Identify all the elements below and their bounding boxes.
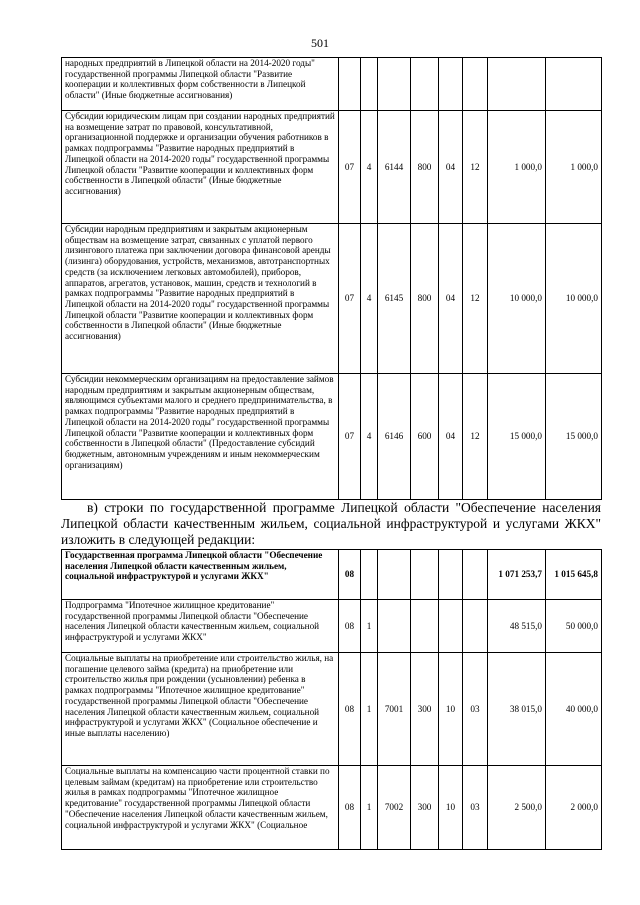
cell-amount-2 bbox=[546, 58, 602, 111]
cell-subprogram: 1 bbox=[361, 766, 378, 850]
cell-amount-2: 50 000,0 bbox=[546, 600, 602, 653]
cell-amount-2: 15 000,0 bbox=[546, 374, 602, 500]
cell-subsection bbox=[463, 550, 488, 600]
cell-ministry: 08 bbox=[339, 550, 361, 600]
cell-subprogram bbox=[361, 550, 378, 600]
row-name: Социальные выплаты на приобретение или строительство жилья, на погашение целевого займа (кредита) на приобретение или строительство жилья при рождении (усыновлении) ребенка в рамках подпрограммы "Ипотечное жилищное кредитование" государственной программы Липецкой области "Обеспечение населения Липецкой области качественным жильем, социальной инфраструктурой и услугами ЖКХ" (Социальное обеспечение и иные выплаты населению) bbox=[62, 653, 339, 766]
cell-amount-1: 38 015,0 bbox=[488, 653, 546, 766]
budget-table-bottom bbox=[61, 549, 602, 850]
amendment-paragraph bbox=[61, 500, 601, 548]
cell-subprogram bbox=[361, 58, 378, 111]
cell-expense-type bbox=[411, 550, 439, 600]
row-name: Субсидии юридическим лицам при создании народных предприятий на возмещение затрат по правовой, консультативной, организационной поддержке и организации обучения работников в рамках подпрограммы "Развитие народных предприятий в Липецкой области на 2014-2020 годы" государственной программы Липецкой области "Развитие кооперации и коллективных форм собственности в Липецкой области" (Иные бюджетные ассигнования) bbox=[62, 111, 339, 224]
cell-amount-1: 2 500,0 bbox=[488, 766, 546, 850]
cell-section: 04 bbox=[439, 111, 463, 224]
cell-ministry: 08 bbox=[339, 766, 361, 850]
cell-amount-2: 1 015 645,8 bbox=[546, 550, 602, 600]
row-name: Субсидии народным предприятиям и закрытым акционерным обществам на возмещение затрат, связанных с уплатой первого лизингового платежа при заключении договора финансовой аренды (лизинга) оборудования, устройств, механизмов, автотранспортных средств (за исключением легковых автомобилей), приборов, аппаратов, агрегатов, установок, машин, средств и технологий в рамках подпрограммы "Развитие народных предприятий в Липецкой области на 2014-2020 годы" государственной программы Липецкой области "Развитие кооперации и коллективных форм собственности в Липецкой области" (Иные бюджетные ассигнования) bbox=[62, 224, 339, 374]
cell-ministry bbox=[339, 58, 361, 111]
cell-target-code: 6146 bbox=[378, 374, 411, 500]
cell-expense-type: 600 bbox=[411, 374, 439, 500]
row-name: Подпрограмма "Ипотечное жилищное кредитование" государственной программы Липецкой области "Обеспечение населения Липецкой области качественным жильем, социальной инфраструктурой и услугами ЖКХ" bbox=[62, 600, 339, 653]
cell-expense-type: 300 bbox=[411, 766, 439, 850]
cell-subprogram: 4 bbox=[361, 374, 378, 500]
cell-section: 04 bbox=[439, 374, 463, 500]
cell-amount-1: 1 071 253,7 bbox=[488, 550, 546, 600]
cell-amount-2: 40 000,0 bbox=[546, 653, 602, 766]
table-row bbox=[62, 600, 602, 653]
cell-target-code: 6144 bbox=[378, 111, 411, 224]
table-row bbox=[62, 653, 602, 766]
cell-subsection: 12 bbox=[463, 224, 488, 374]
cell-expense-type bbox=[411, 600, 439, 653]
cell-amount-1: 1 000,0 bbox=[488, 111, 546, 224]
cell-target-code bbox=[378, 550, 411, 600]
cell-subprogram: 1 bbox=[361, 600, 378, 653]
cell-amount-2: 10 000,0 bbox=[546, 224, 602, 374]
cell-amount-1: 10 000,0 bbox=[488, 224, 546, 374]
cell-expense-type bbox=[411, 58, 439, 111]
cell-section bbox=[439, 58, 463, 111]
cell-target-code: 7002 bbox=[378, 766, 411, 850]
table-row bbox=[62, 224, 602, 374]
cell-section: 04 bbox=[439, 224, 463, 374]
cell-subprogram: 4 bbox=[361, 224, 378, 374]
cell-subsection bbox=[463, 600, 488, 653]
cell-subprogram: 4 bbox=[361, 111, 378, 224]
cell-ministry: 07 bbox=[339, 111, 361, 224]
cell-expense-type: 300 bbox=[411, 653, 439, 766]
cell-ministry: 08 bbox=[339, 600, 361, 653]
cell-target-code bbox=[378, 58, 411, 111]
cell-subsection: 03 bbox=[463, 766, 488, 850]
page-number: 501 bbox=[311, 36, 329, 50]
cell-subprogram: 1 bbox=[361, 653, 378, 766]
cell-subsection: 12 bbox=[463, 374, 488, 500]
budget-table-top bbox=[61, 57, 602, 500]
table-row bbox=[62, 58, 602, 111]
cell-ministry: 08 bbox=[339, 653, 361, 766]
cell-amount-2: 1 000,0 bbox=[546, 111, 602, 224]
row-name: народных предприятий в Липецкой области на 2014-2020 годы" государственной программы Липецкой области "Развитие кооперации и коллективных форм собственности в Липецкой области" (Иные бюджетные ассигнования) bbox=[62, 58, 339, 111]
cell-subsection: 12 bbox=[463, 111, 488, 224]
cell-target-code: 7001 bbox=[378, 653, 411, 766]
table-row bbox=[62, 111, 602, 224]
cell-section bbox=[439, 550, 463, 600]
cell-target-code bbox=[378, 600, 411, 653]
table-row bbox=[62, 766, 602, 850]
cell-section: 10 bbox=[439, 653, 463, 766]
cell-amount-1: 48 515,0 bbox=[488, 600, 546, 653]
cell-subsection bbox=[463, 58, 488, 111]
cell-amount-2: 2 000,0 bbox=[546, 766, 602, 850]
cell-expense-type: 800 bbox=[411, 224, 439, 374]
amendment-text: в) строки по государственной программе Липецкой области "Обеспечение населения Липецкой области качественным жильем, социальной инфраструктурой и услугами ЖКХ" изложить в следующей редакции: bbox=[61, 500, 601, 547]
cell-expense-type: 800 bbox=[411, 111, 439, 224]
cell-ministry: 07 bbox=[339, 374, 361, 500]
cell-subsection: 03 bbox=[463, 653, 488, 766]
cell-ministry: 07 bbox=[339, 224, 361, 374]
row-name: Социальные выплаты на компенсацию части процентной ставки по целевым займам (кредитам) на приобретение или строительство жилья в рамках подпрограммы "Ипотечное жилищное кредитование" государственной программы Липецкой области "Обеспечение населения Липецкой области качественным жильем, социальной инфраструктурой и услугами ЖКХ" (Социальное bbox=[62, 766, 339, 850]
cell-amount-1: 15 000,0 bbox=[488, 374, 546, 500]
cell-section bbox=[439, 600, 463, 653]
cell-section: 10 bbox=[439, 766, 463, 850]
table-row bbox=[62, 550, 602, 600]
row-name: Субсидии некоммерческим организациям на предоставление займов народным предприятиям и закрытым акционерным обществам, являющимся субъектами малого и среднего предпринимательства, в рамках подпрограммы "Развитие народных предприятий в Липецкой области на 2014-2020 годы" государственной программы Липецкой области "Развитие кооперации и коллективных форм собственности в Липецкой области" (Предоставление субсидий бюджетным, автономным учреждениям и иным некоммерческим организациям) bbox=[62, 374, 339, 500]
table-row bbox=[62, 374, 602, 500]
cell-amount-1 bbox=[488, 58, 546, 111]
row-name: Государственная программа Липецкой области "Обеспечение населения Липецкой области качественным жильем, социальной инфраструктурой и услугами ЖКХ" bbox=[62, 550, 339, 600]
cell-target-code: 6145 bbox=[378, 224, 411, 374]
